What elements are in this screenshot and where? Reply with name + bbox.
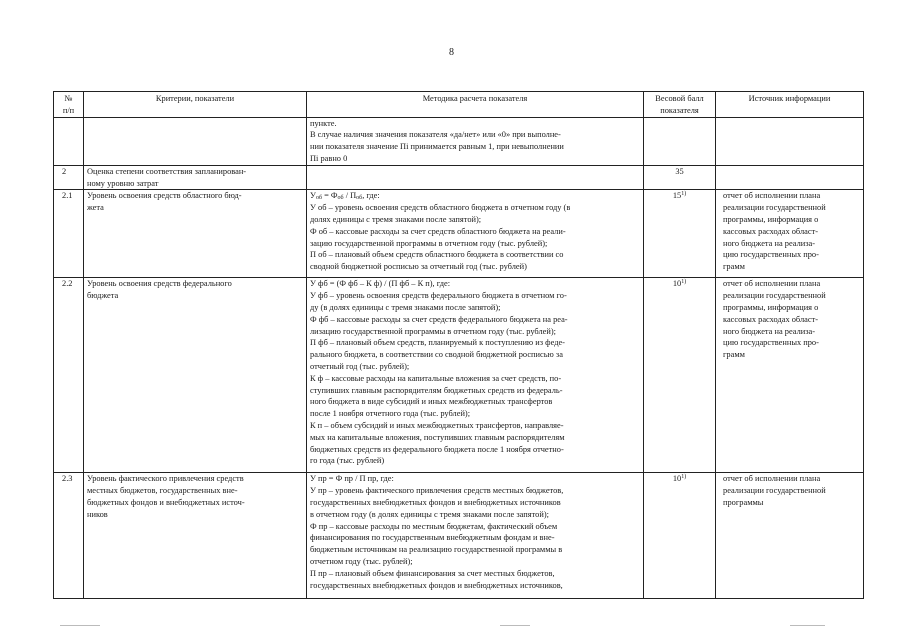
cell-weight: 10$^{1)}$	[644, 473, 716, 599]
cell-criteria: Уровень фактического привлечения средств местных бюджетов, государственных вне- бюджетных фондов и внебюджетных источ- ников	[84, 473, 307, 599]
table-row-continuation	[54, 117, 864, 165]
formula: $У_{об} = Ф_{об} / П_{об}$, где:	[310, 191, 380, 202]
cell-method	[307, 165, 644, 190]
cell-method: $У_{об} = Ф_{об} / П_{об}$, где: У об – уровень освоения средств областного бюджета в отчетном году (в долях единицы с тремя знаками после запятой); Ф об – кассовые расходы за счет средств областного бюджета на реали- зацию государственной программы в отчетном году (тыс. рублей); П об – плановый объем средств областного бюджета в соответствии со сводной бюджетной росписью за отчетный год (тыс. рублей)	[307, 190, 644, 278]
cell-number: 2.2	[54, 278, 84, 473]
formula: У фб = (Ф фб – К ф) / (П фб – К п), где:	[310, 279, 451, 289]
cell-criteria	[84, 117, 307, 165]
cell-source: отчет об исполнении плана реализации государственной программы, информация о кассовых расходах област- ного бюджета на реализа- цию государственных про- грамм	[716, 190, 864, 278]
footnote-marker: 1)	[681, 474, 687, 481]
scan-artifact	[60, 625, 100, 626]
cell-weight: 10$^{1)}$	[644, 278, 716, 473]
criteria-table	[53, 91, 864, 599]
cell-source: отчет об исполнении плана реализации государственной программы, информация о кассовых расходах област- ного бюджета на реализа- цию государственных про- грамм	[716, 278, 864, 473]
cell-method: У пр = Ф пр / П пр, где: У пр – уровень фактического привлечения средств местных бюджетов, государственных внебюджетных фондов и внебюджетных источников в отчетном году (в долях единицы с тремя знаками после запятой); Ф пр – кассовые расходы по местным бюджетам, фактический объем финансирования по государственным внебюджетным фондам и вне- бюджетным источникам на реализацию государственной программы в отчетном году (тыс. рублей); П пр – плановый объем финансирования за счет местных бюджетов, государственных внебюджетных фондов и внебюджетных источников,	[307, 473, 644, 599]
cell-method: У фб = (Ф фб – К ф) / (П фб – К п), где: У фб – уровень освоения средств федерального бюджета в отчетном го- ду (в долях единицы с тремя знаками после запятой); Ф фб – кассовые расходы за счет средств федерального бюджета на реа- лизацию государственной программы в отчетном году (тыс. рублей); П фб – плановый объем средств, планируемый к поступлению из феде- рального бюджета, в соответствии со сводной бюджетной росписью за отчетный год (тыс. рублей); К ф – кассовые расходы на капитальные вложения за счет средств, по- ступивших главным распорядителям бюджетных средств из федераль- ного бюджета в виде субсидий и иных межбюджетных трансфертов после 1 ноября отчетного года (тыс. рублей); К п – объем субсидий и иных межбюджетных трансфертов, направляе- мых на капитальные вложения, поступивших главным распорядителям бюджетных средств из федерального бюджета после 1 ноября отчетно- го года (тыс. рублей)	[307, 278, 644, 473]
cell-source: отчет об исполнении плана реализации государственной программы	[716, 473, 864, 599]
cell-method: пункте. В случае наличия значения показателя «да/нет» или «0» при выполне- нии показателя значение Пi принимается равным 1, при невыполнении Пi равно 0	[307, 117, 644, 165]
cell-weight	[644, 117, 716, 165]
cell-weight: 35	[644, 165, 716, 190]
cell-criteria: Уровень освоения средств областного бюд- жета	[84, 190, 307, 278]
table-row-2-1	[54, 190, 864, 278]
header-number: № п/п	[54, 92, 84, 118]
table-row-2-2	[54, 278, 864, 473]
header-source: Источник информации	[716, 92, 864, 118]
footnote-marker: 1)	[681, 279, 687, 286]
table-row-2	[54, 165, 864, 190]
cell-source	[716, 165, 864, 190]
cell-number: 2.3	[54, 473, 84, 599]
cell-source	[716, 117, 864, 165]
cell-weight: 15$^{1)}$	[644, 190, 716, 278]
table-header-row	[54, 92, 864, 118]
header-method: Методика расчета показателя	[307, 92, 644, 118]
cell-number	[54, 117, 84, 165]
page-number: 8	[449, 47, 454, 58]
scan-artifact	[790, 625, 825, 626]
cell-number: 2	[54, 165, 84, 190]
header-criteria: Критерии, показатели	[84, 92, 307, 118]
cell-number: 2.1	[54, 190, 84, 278]
cell-criteria: Уровень освоения средств федерального бюджета	[84, 278, 307, 473]
scan-artifact	[500, 625, 530, 626]
table-row-2-3	[54, 473, 864, 599]
header-weight: Весовой балл показателя	[644, 92, 716, 118]
footnote-marker: 1)	[681, 191, 687, 198]
cell-criteria: Оценка степени соответствия запланирован- ному уровню затрат	[84, 165, 307, 190]
formula: У пр = Ф пр / П пр, где:	[310, 474, 394, 484]
